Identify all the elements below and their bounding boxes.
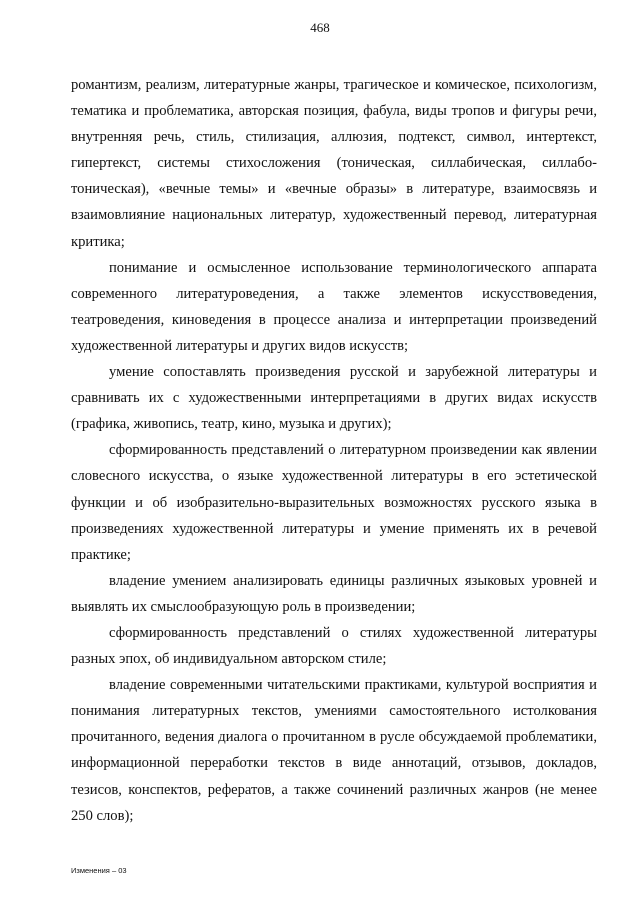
paragraph-language-units: владение умением анализировать единицы различных языковых уровней и выявлять их смыслообразующую роль в произведении;: [71, 572, 597, 615]
paragraph-terminology: понимание и осмысленное использование терминологического аппарата современного литературоведения, а также элементов искусствоведения, театроведения, киноведения в процессе анализа и интерпретации произведений художественной литературы и других видов искусств;: [71, 259, 597, 354]
document-body: [71, 72, 597, 829]
paragraph-comparison: умение сопоставлять произведения русской и зарубежной литературы и сравнивать их с художественными интерпретациями в других видах искусств (графика, живопись, театр, кино, музыка и других);: [71, 364, 597, 433]
paragraph-continuation: романтизм, реализм, литературные жанры, трагическое и комическое, психологизм, тематика и проблематика, авторская позиция, фабула, виды тропов и фигуры речи, внутренняя речь, стиль, стилизация, аллюзия, подтекст, символ, интертекст, гипертекст, системы стихосложения (тоническая, силлабическая, силлабо-тоническая), «вечные темы» и «вечные образы» в литературе, взаимосвязь и взаимовлияние национальных литератур, художественный перевод, литературная критика;: [71, 77, 597, 250]
paragraph-reading-practices: владение современными читательскими практиками, культурой восприятия и понимания литературных текстов, умениями самостоятельного истолкования прочитанного, ведения диалога о прочитанном в русле обсуждаемой проблематики, информационной переработки текстов в виде аннотаций, отзывов, докладов, тезисов, конспектов, рефератов, а также сочинений различных жанров (не менее 250 слов);: [71, 677, 597, 824]
footer-revision-note: Изменения – 03: [71, 866, 127, 875]
paragraph-styles: сформированность представлений о стилях художественной литературы разных эпох, об индивидуальном авторском стиле;: [71, 624, 597, 668]
paragraph-literary-work: сформированность представлений о литературном произведении как явлении словесного искусства, о языке художественной литературы в его эстетической функции и об изобразительно-выразительных возможностях русского языка в произведениях художественной литературы и умение применять их в речевой практике;: [71, 442, 597, 563]
page-number: 468: [310, 20, 330, 35]
